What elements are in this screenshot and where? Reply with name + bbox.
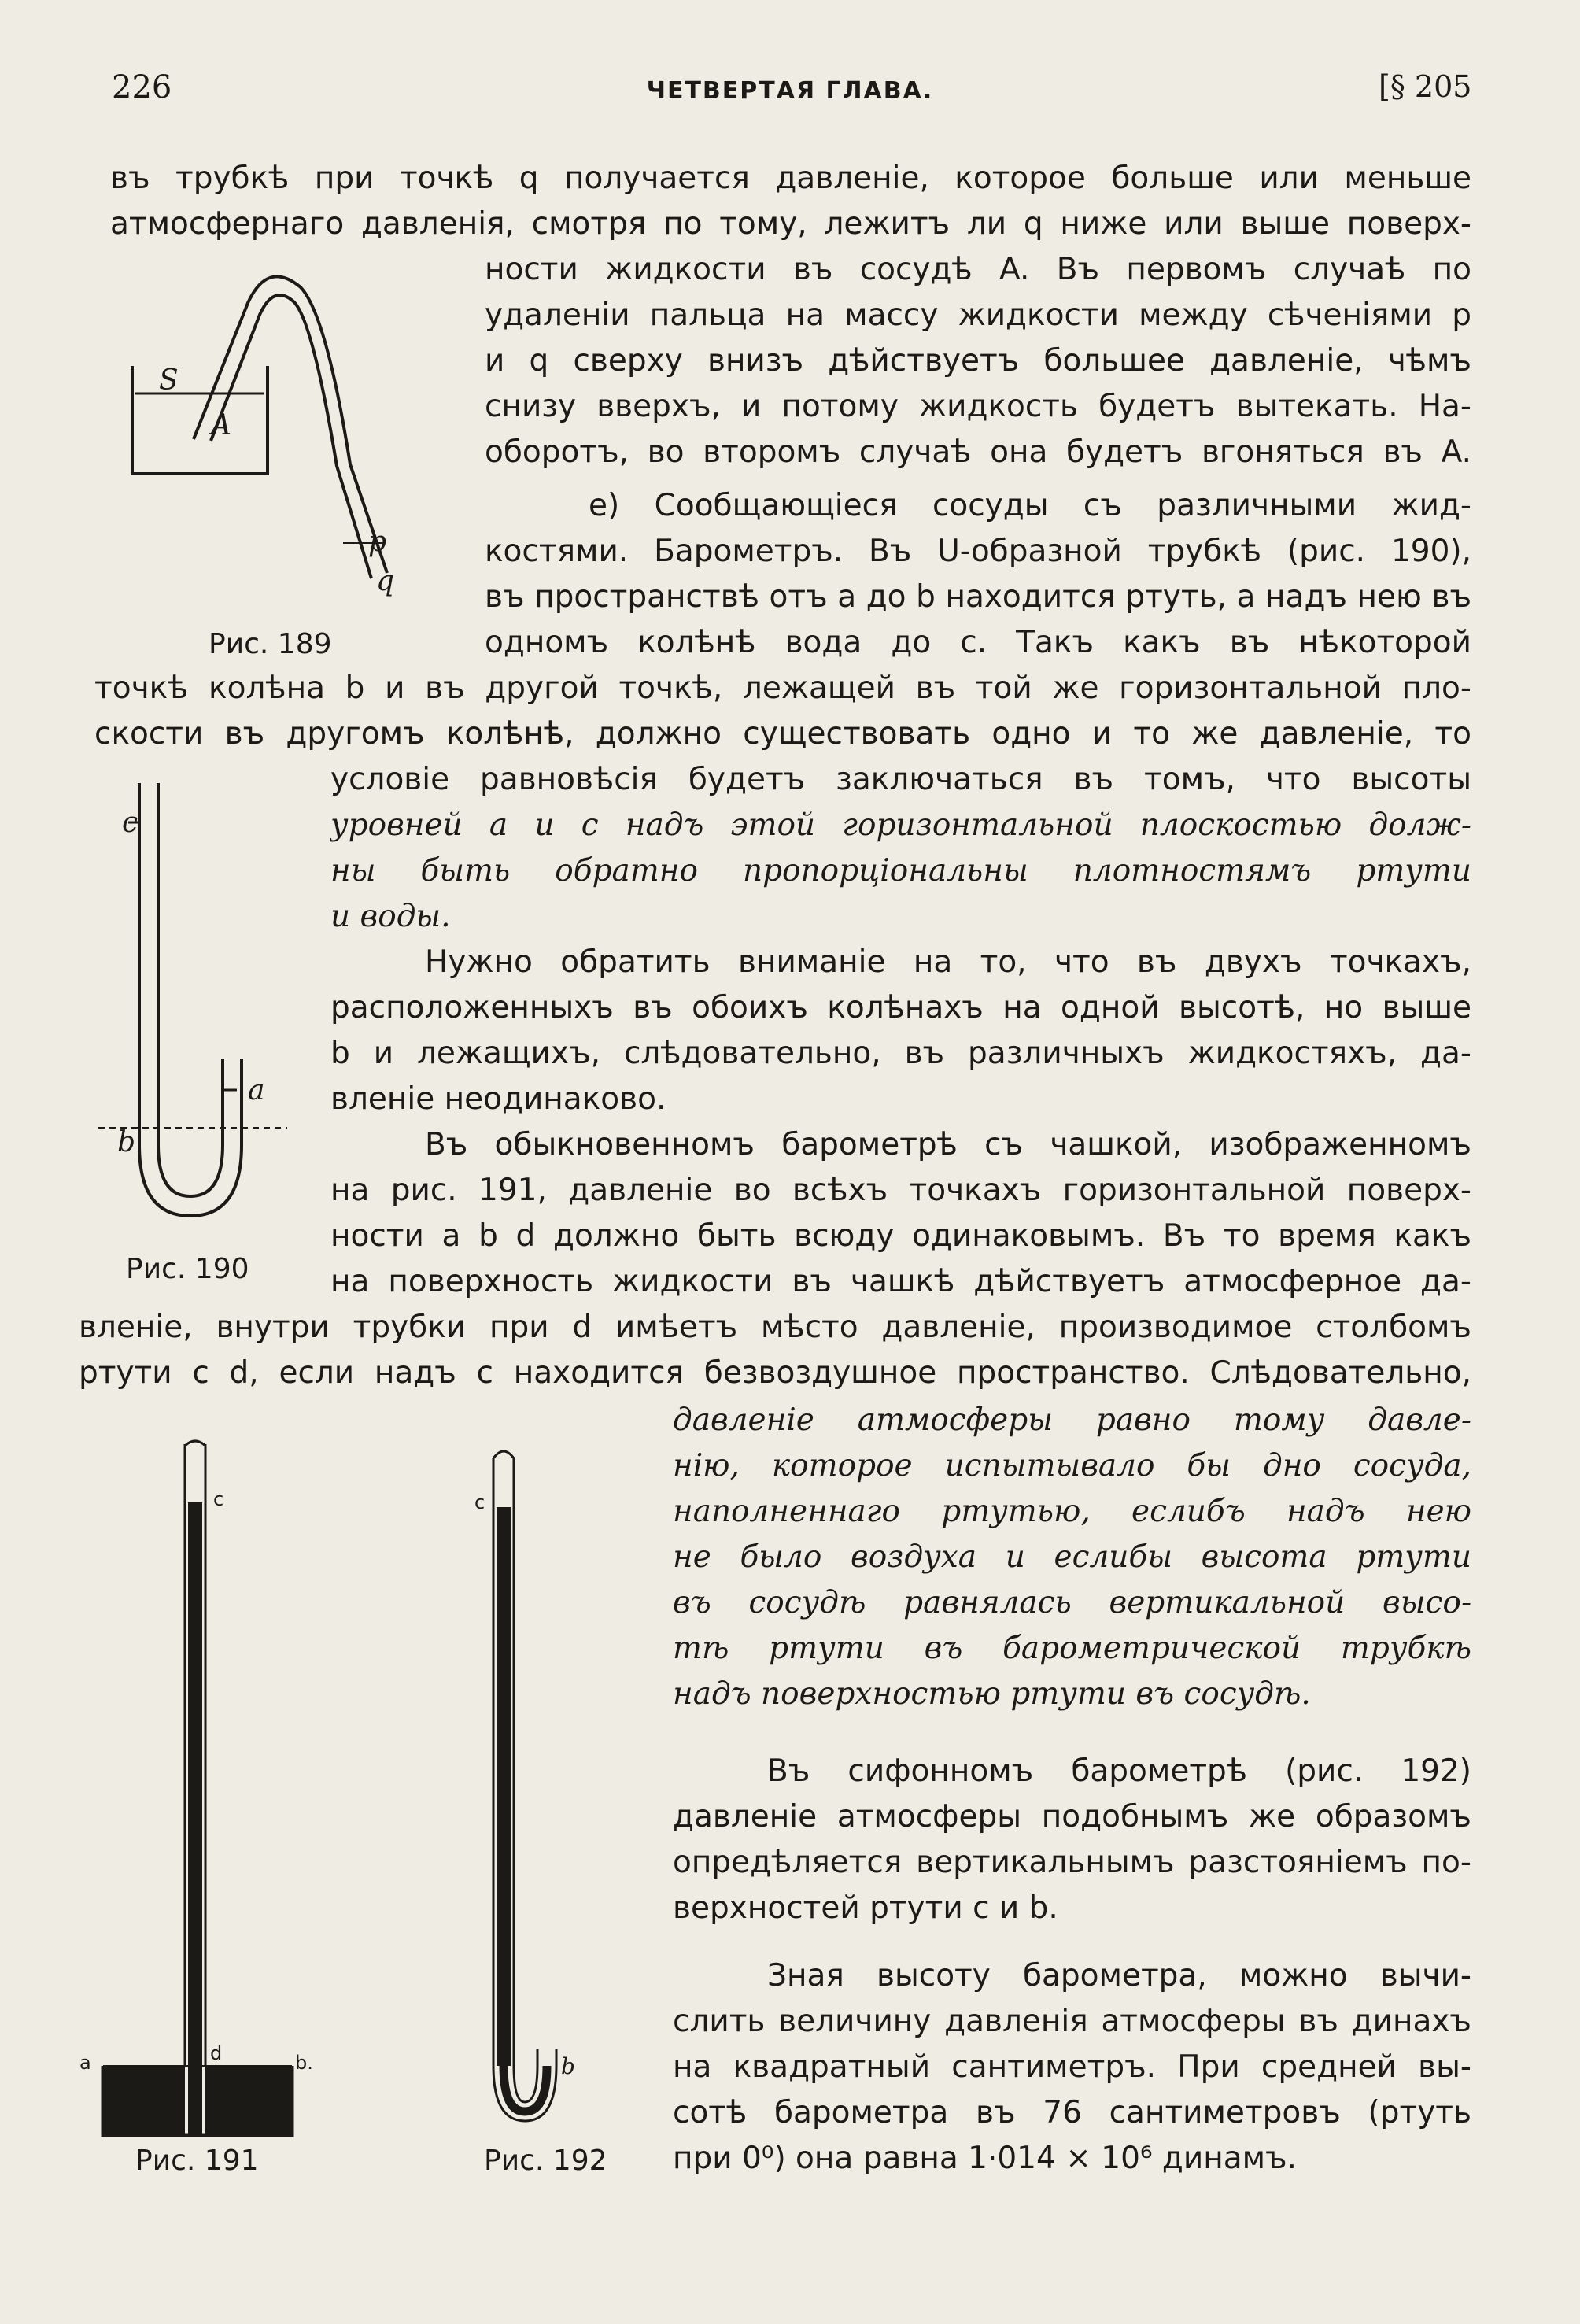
label-c: c [122,807,138,839]
text-line: на рис. 191, давленіе во всѣхъ точкахъ горизонтальной поверх- [330,1173,1471,1208]
figure-191-cistern-barometer [75,1436,334,2145]
text-line: Зная высоту барометра, можно вычи- [767,1958,1471,1993]
text-line-italic: нію, которое испытывало бы дно сосуда, [673,1448,1471,1483]
text-line: ности жидкости въ сосудѣ A. Въ первомъ случаѣ по [485,252,1471,287]
text-line-italic: надъ поверхностью ртути въ сосудѣ. [673,1676,1311,1712]
text-line: вленіе неодинаково. [330,1081,666,1117]
label-q: q [376,565,395,597]
text-line: ртути c d, если надъ c находится безвоздушное пространство. Слѣдовательно, [79,1355,1471,1391]
text-line: снизу вверхъ, и потому жидкость будетъ вытекать. На- [485,389,1471,424]
text-line: одномъ колѣнѣ вода до c. Такъ какъ въ нѣкоторой [485,625,1471,660]
text-line-italic: въ сосудѣ равнялась вертикальной высо- [673,1585,1471,1620]
text-line: условіе равновѣсія будетъ заключаться въ томъ, что высоты [330,762,1471,797]
text-line: скости въ другомъ колѣнѣ, должно существовать одно и то же давленіе, то [94,716,1471,752]
text-line: ности a b d должно быть всюду одинаковымъ. Въ то время какъ [330,1218,1471,1254]
text-line-italic: наполненнаго ртутью, еслибъ надъ нею [673,1494,1471,1529]
text-line: при 0⁰) она равна 1·014 × 10⁶ динамъ. [673,2141,1298,2176]
figure-189-siphon [118,268,480,598]
text-line: сотѣ барометра въ 76 сантиметровъ (ртуть [673,2095,1471,2130]
label-b: b. [295,2052,313,2074]
text-line: давленіе атмосферы подобнымъ же образомъ [673,1799,1471,1834]
chapter-title: ЧЕТВЕРТАЯ ГЛАВА. [646,77,934,105]
text-line: вленіе, внутри трубки при d имѣетъ мѣсто давленіе, производимое столбомъ [79,1310,1471,1345]
section-heading: е) Сообщающіеся сосуды съ различными жид- [589,488,1471,523]
section-ref: [§ 205 [1379,69,1472,104]
figure-189-caption: Рис. 189 [209,628,332,660]
text-line-italic: ны быть обратно пропорціональны плотностямъ ртути [330,853,1471,889]
figure-191-caption: Рис. 191 [135,2145,259,2177]
figure-192-caption: Рис. 192 [484,2145,607,2177]
label-d: d [210,2042,223,2064]
label-b: b [117,1126,136,1158]
text-line: Въ обыкновенномъ барометрѣ съ чашкой, изображенномъ [425,1127,1471,1162]
label-p: p [368,526,387,558]
text-line: костями. Барометръ. Въ U-образной трубкѣ (рис. 190), [485,534,1471,569]
text-line: расположенныхъ въ обоихъ колѣнахъ на одной высотѣ, но выше [330,990,1471,1025]
text-line: въ пространствѣ отъ a до b находится ртуть, а надъ нею въ [485,579,1471,615]
figure-190-u-tube [90,775,303,1263]
figure-190-caption: Рис. 190 [126,1253,249,1285]
label-a: a [248,1074,265,1107]
text-line: b и лежащихъ, слѣдовательно, въ различныхъ жидкостяхъ, да- [330,1036,1471,1071]
text-line-italic: и воды. [330,899,451,934]
text-line: на квадратный сантиметръ. При средней вы- [673,2049,1471,2085]
page-number: 226 [112,69,172,105]
text-line: верхностей ртути c и b. [673,1890,1058,1926]
text-line: и q сверху внизъ дѣйствуетъ большее давленіе, чѣмъ [485,343,1471,379]
text-line: опредѣляется вертикальнымъ разстояніемъ по- [673,1845,1471,1880]
text-line: атмосфернаго давленія, смотря по тому, лежитъ ли q ниже или выше поверх- [110,206,1471,242]
text-line: на поверхность жидкости въ чашкѣ дѣйствуетъ атмосферное да- [330,1264,1471,1299]
label-S: S [159,364,179,397]
label-c: c [474,1491,485,1513]
text-line-italic: давленіе атмосферы равно тому давле- [673,1402,1471,1438]
label-b: b [561,2053,575,2079]
text-line: оборотъ, во второмъ случаѣ она будетъ вгоняться въ A. [485,434,1471,470]
text-line-italic: уровней a и c надъ этой горизонтальной плоскостью долж- [330,807,1471,843]
text-line: точкѣ колѣна b и въ другой точкѣ, лежащей въ той же горизонтальной пло- [94,671,1471,706]
label-A: A [211,409,231,442]
text-line-italic: не было воздуха и еслибы высота ртути [673,1539,1471,1575]
label-a: a [79,2052,91,2074]
text-line: Нужно обратить вниманіе на то, что въ двухъ точкахъ, [425,944,1471,980]
text-line: Въ сифонномъ барометрѣ (рис. 192) [767,1753,1471,1789]
text-line: въ трубкѣ при точкѣ q получается давленіе, которое больше или меньше [110,161,1471,196]
label-c: c [213,1488,224,1510]
text-line: слить величину давленія атмосферы въ динахъ [673,2004,1471,2039]
text-line-italic: тѣ ртути въ барометрической трубкѣ [673,1631,1471,1666]
figure-192-siphon-barometer [460,1444,633,2152]
text-line: удаленіи пальца на массу жидкости между сѣченіями p [485,297,1471,333]
